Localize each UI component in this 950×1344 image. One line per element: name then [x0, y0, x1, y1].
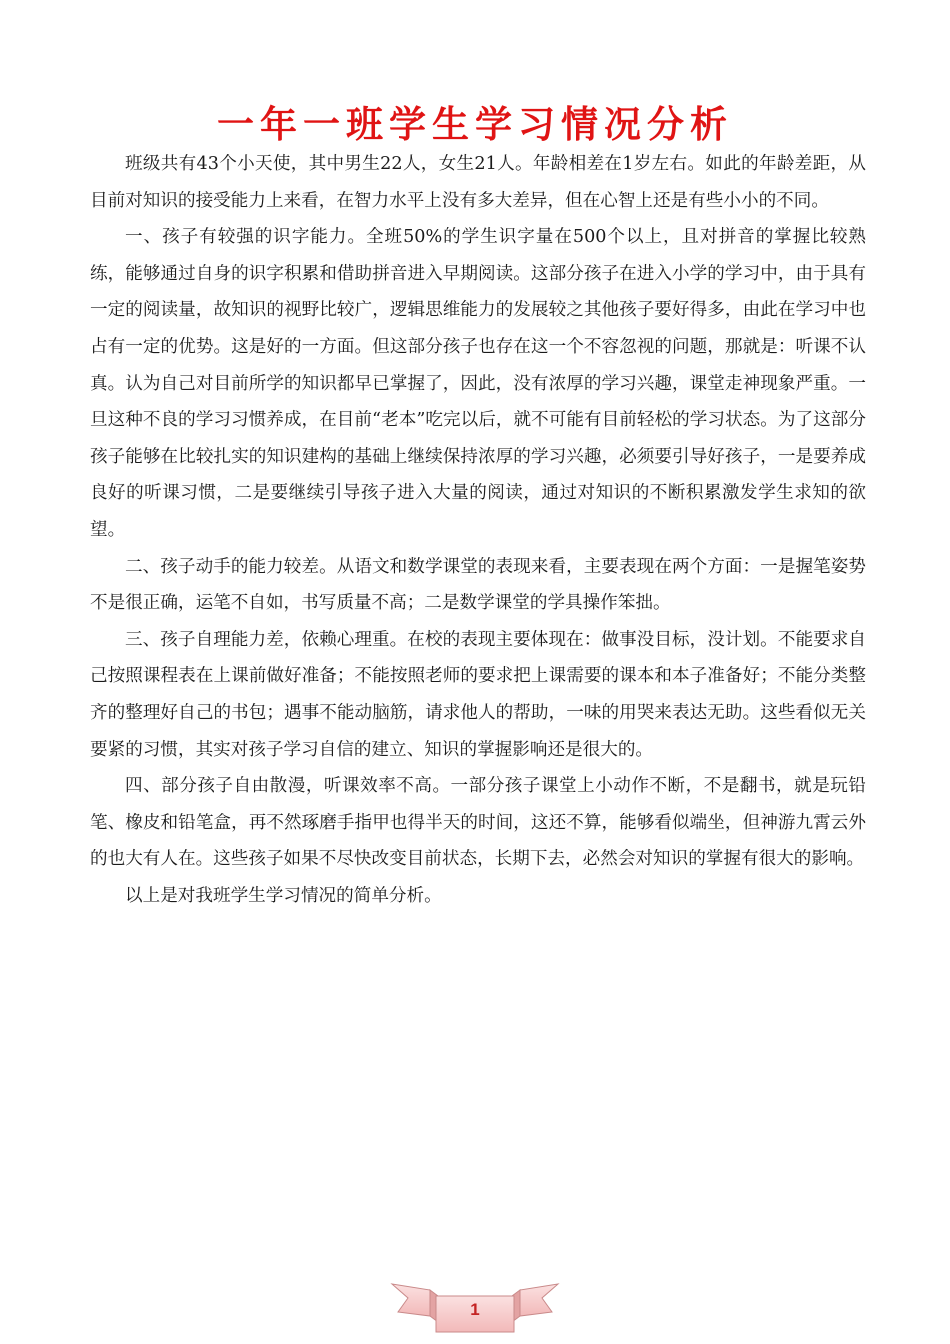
section-four-paragraph: 四、部分孩子自由散漫，听课效率不高。一部分孩子课堂上小动作不断，不是翻书，就是玩铅笔、橡皮和铅笔盒，再不然琢磨手指甲也得半天的时间，这还不算，能够看似端坐，但神游九霄云外的也大有人在。这些孩子如果不尽快改变目前状态，长期下去，必然会对知识的掌握有很大的影响。 [90, 776, 866, 870]
section-two-paragraph: 二、孩子动手的能力较差。从语文和数学课堂的表现来看，主要表现在两个方面：一是握笔姿势不是很正确，运笔不自如，书写质量不高；二是数学课堂的学具操作笨拙。 [90, 556, 866, 614]
page-number: 1 [470, 1300, 480, 1319]
section-three-paragraph: 三、孩子自理能力差，依赖心理重。在校的表现主要体现在：做事没目标，没计划。不能要求自己按照课程表在上课前做好准备；不能按照老师的要求把上课需要的课本和本子准备好；不能分类整齐的整理好自己的书包；遇事不能动脑筋，请求他人的帮助，一味的用哭来表达无助。这些看似无关要紧的习惯，其实对孩子学习自信的建立、知识的掌握影响还是很大的。 [90, 629, 866, 760]
document-body [90, 146, 866, 914]
conclusion-paragraph: 以上是对我班学生学习情况的简单分析。 [125, 885, 442, 906]
section-one-paragraph: 一、孩子有较强的识字能力。全班50%的学生识字量在500个以上，且对拼音的掌握比较熟练，能够通过自身的识字积累和借助拼音进入早期阅读。这部分孩子在进入小学的学习中，由于具有一定的阅读量，故知识的视野比较广，逻辑思维能力的发展较之其他孩子要好得多，由此在学习中也占有一定的优势。这是好的一方面。但这部分孩子也存在这一个不容忽视的问题，那就是：听课不认真。认为自己对目前所学的知识都早已掌握了，因此，没有浓厚的学习兴趣，课堂走神现象严重。一旦这种不良的学习习惯养成，在目前“老本”吃完以后，就不可能有目前轻松的学习状态。为了这部分孩子能够在比较扎实的知识建构的基础上继续保持浓厚的学习兴趣，必须要引导好孩子，一是要养成良好的听课习惯，二是要继续引导孩子进入大量的阅读，通过对知识的不断积累激发学生求知的欲望。 [90, 227, 866, 540]
intro-paragraph: 班级共有43个小天使，其中男生22人，女生21人。年龄相差在1岁左右。如此的年龄差距，从目前对知识的接受能力上来看，在智力水平上没有多大差异，但在心智上还是有些小小的不同。 [90, 154, 866, 211]
page-footer [390, 1276, 560, 1334]
document-title: 一年一班学生学习情况分析 [217, 103, 733, 146]
